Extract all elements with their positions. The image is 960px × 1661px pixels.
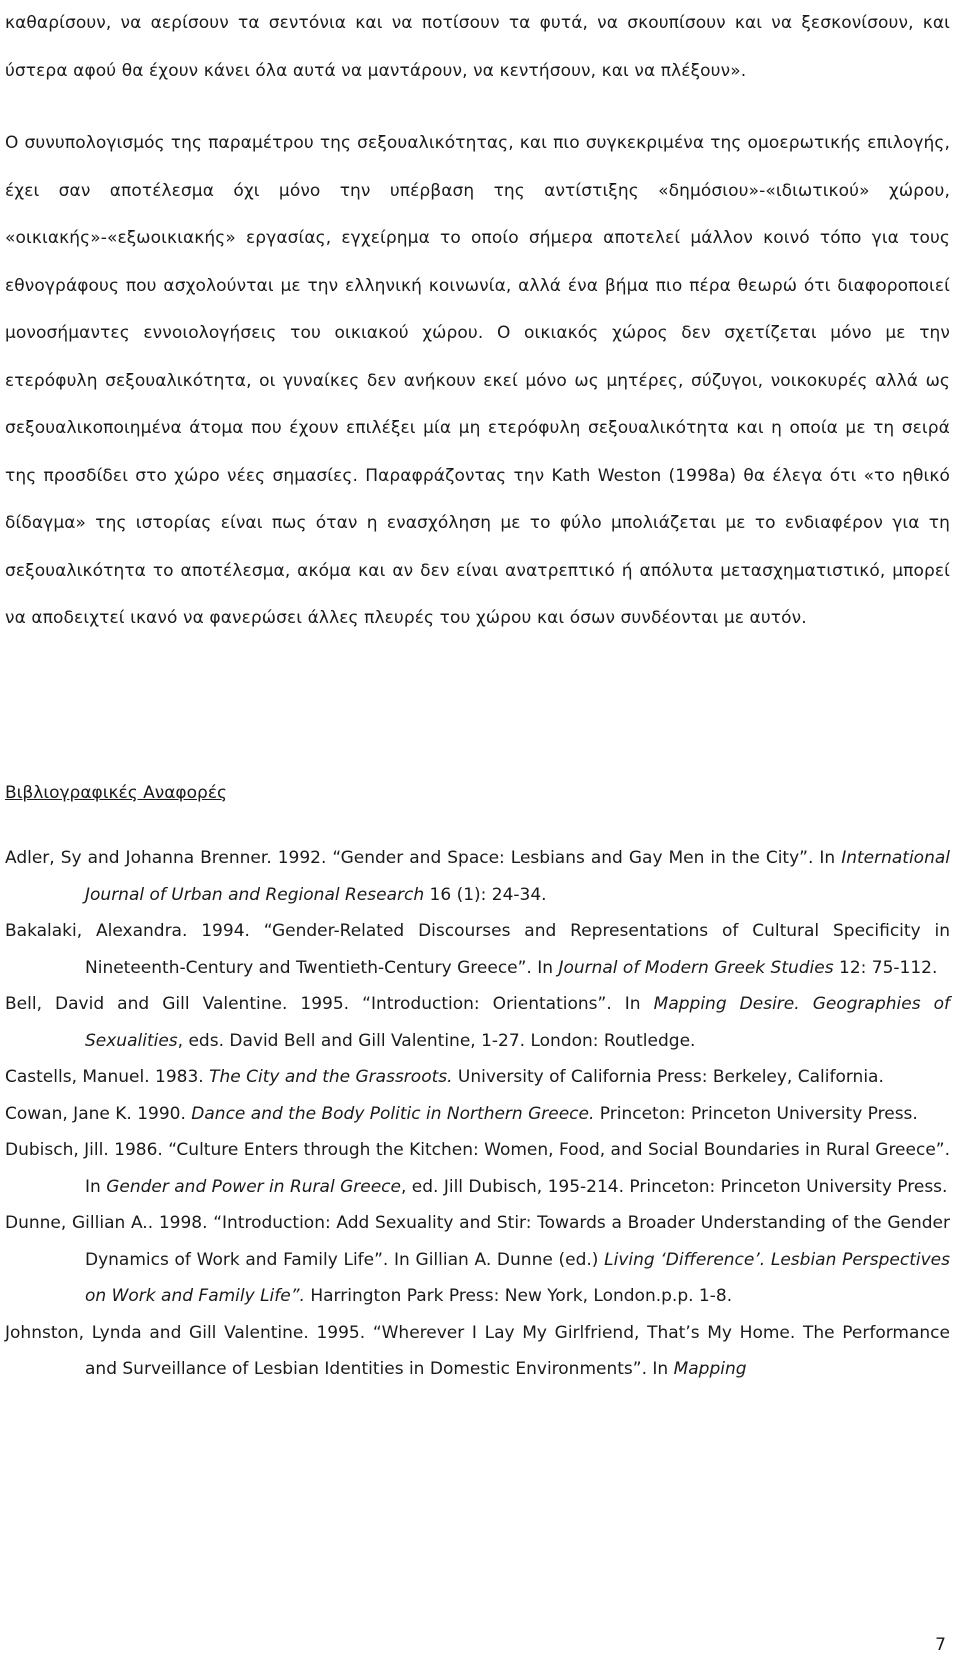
page-number: 7 (935, 1635, 946, 1655)
reference-entry: Cowan, Jane K. 1990. Dance and the Body Politic in Northern Greece. Princeton: Princeton University Press. (5, 1103, 918, 1124)
paragraph-main: Ο συνυπολογισμός της παραμέτρου της σεξουαλικότητας, και πιο συγκεκριμένα της ομοερωτικής επιλογής, έχει σαν αποτέλεσμα όχι μόνο την υπέρβαση της αντίστιξης «δημόσιου»-«ιδιωτικού» χώρου, «οικιακής»-«εξωοικιακής» εργασίας, εγχείρημα το οποίο σήμερα αποτελεί μάλλον κοινό τόπο για τους εθνογράφους που ασχολούνται με την ελληνική κοινωνία, αλλά ένα βήμα πιο πέρα θεωρώ ότι διαφοροποιεί μονοσήμαντες εννοιολογήσεις του οικιακού χώρου. Ο οικιακός χώρος δεν σχετίζεται μόνο με την ετερόφυλη σεξουαλικότητα, οι γυναίκες δεν ανήκουν εκεί μόνο ως μητέρες, σύζυγοι, νοικοκυρές αλλά ως σεξουαλικοποιημένα άτομα που έχουν επιλέξει μία μη ετερόφυλη σεξουαλικότητα και η οποία με τη σειρά της προσδίδει στο χώρο νέες σημασίες. Παραφράζοντας την Kath Weston (1998a) θα έλεγα ότι «το ηθικό δίδαγμα» της ιστορίας είναι πως όταν η ενασχόληση με το φύλο μπολιάζεται με το ενδιαφέρον για τη σεξουαλικότητα το αποτέλεσμα, ακόμα και αν δεν είναι ανατρεπτικό ή απόλυτα μετασχηματιστικό, μπορεί να αποδειχτεί ικανό να φανερώσει άλλες πλευρές του χώρου και όσων συνδέονται με αυτόν. (5, 133, 950, 628)
bibliography-heading: Βιβλιογραφικές Αναφορές (5, 783, 227, 803)
reference-entry: Adler, Sy and Johanna Brenner. 1992. “Gender and Space: Lesbians and Gay Men in the City”. In International Journal of Urban and Regional Research 16 (1): 24-34. (5, 848, 950, 905)
reference-entry: Dunne, Gillian A.. 1998. “Introduction: Add Sexuality and Stir: Towards a Broader Understanding of the Gender Dynamics of Work and Family Life”. In Gillian A. Dunne (ed.) Living ‘Difference’. Lesbian Perspectives on Work and Family Life”. Harrington Park Press: New York, London.p.p. 1-8. (5, 1213, 950, 1306)
reference-entry: Dubisch, Jill. 1986. “Culture Enters through the Kitchen: Women, Food, and Social Boundaries in Rural Greece”. In Gender and Power in Rural Greece, ed. Jill Dubisch, 195-214. Princeton: Princeton University Press. (5, 1140, 950, 1197)
reference-entry: Johnston, Lynda and Gill Valentine. 1995. “Wherever I Lay My Girlfriend, That’s My Home. The Performance and Surveillance of Lesbian Identities in Domestic Environments”. In Mapping (5, 1322, 950, 1379)
reference-list (5, 840, 950, 1388)
document-page (5, 0, 951, 1379)
reference-entry: Bell, David and Gill Valentine. 1995. “Introduction: Orientations”. In Mapping Desire. Geographies of Sexualities, eds. David Bell and Gill Valentine, 1-27. London: Routledge. (5, 994, 951, 1051)
reference-entry: Castells, Manuel. 1983. The City and the Grassroots. University of California Press: Berkeley, California. (5, 1067, 884, 1087)
reference-entry: Bakalaki, Alexandra. 1994. “Gender-Related Discourses and Representations of Cultural Specificity in Nineteenth-Century and Twentieth-Century Greece”. In Journal of Modern Greek Studies 12: 75-112. (5, 921, 950, 978)
paragraph-continuation: καθαρίσουν, να αερίσουν τα σεντόνια και να ποτίσουν τα φυτά, να σκουπίσουν και να ξεσκονίσουν, και ύστερα αφού θα έχουν κάνει όλα αυτά να μαντάρουν, να κεντήσουν, και να πλέξουν». (5, 13, 950, 81)
